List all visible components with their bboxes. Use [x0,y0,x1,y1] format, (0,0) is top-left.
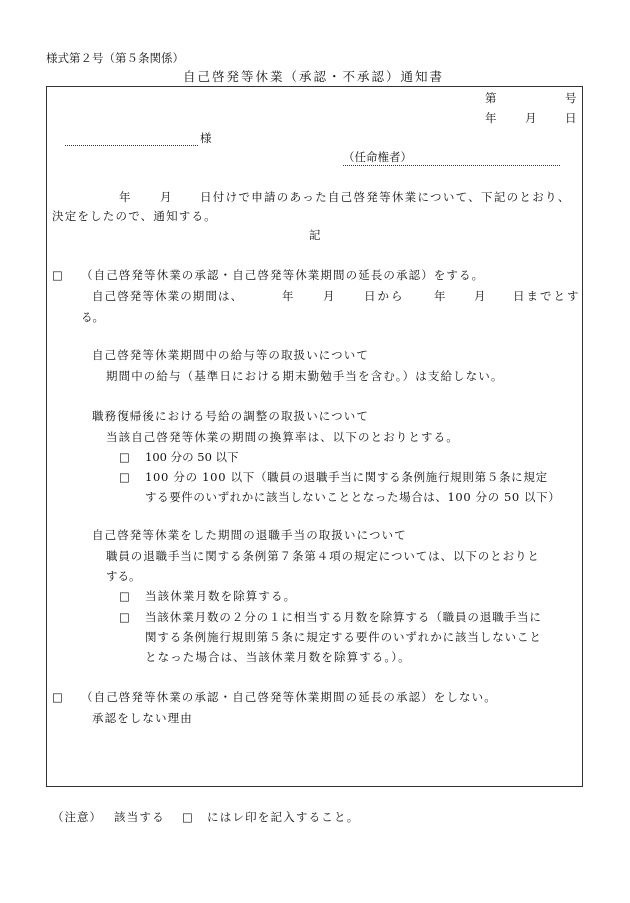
note-checkbox: □ [182,810,193,824]
retire-opt2-line3: となった場合は、当該休業月数を除算する。）。 [145,650,411,664]
retire-opt1-text: 当該休業月数を除算する。 [145,589,297,603]
retire-opt2-line1: 当該休業月数の２分の１に相当する月数を除算する（職員の退職手当に [145,610,542,624]
date-month: 月 [525,111,537,125]
ki-heading: 記 [309,228,321,242]
period-year-end: 年 [434,289,446,303]
intro-year: 年 [119,190,131,204]
adjust-opt1-text: 100 分の 50 以下 [145,450,239,464]
adjust-opt1-checkbox[interactable]: □ [119,450,130,464]
salary-heading: 自己啓発等休業期間中の給与等の取扱いについて [92,348,369,362]
recipient-name-field[interactable] [65,145,198,146]
document-title: 自己啓発等休業（承認・不承認）通知書 [183,69,445,84]
appointer-label: （任命権者） [343,150,412,164]
retire-text-line1: 職員の退職手当に関する条例第７条第４項の規定については、以下のとおりと [106,549,540,563]
note-label: （注意） [52,810,102,824]
intro-month: 月 [160,190,172,204]
period-month-start: 月 [323,289,335,303]
retire-heading: 自己啓発等休業をした期間の退職手当の取扱いについて [92,528,407,542]
intro-line1: 日付けで申請のあった自己啓発等休業について、下記のとおり、 [200,190,571,204]
form-number: 様式第２号（第５条関係） [46,51,184,65]
salary-text: 期間中の給与（基準日における期末勤勉手当を含む。）は支給しない。 [106,369,504,383]
doc-number-dai: 第 [485,91,497,105]
period-label: 自己啓発等休業の期間は、 [92,289,244,303]
period-day-end: 日までとす [513,289,581,303]
retire-opt1-checkbox[interactable]: □ [119,589,130,603]
doc-number-go: 号 [565,91,577,105]
period-month-end: 月 [474,289,486,303]
date-year: 年 [485,111,497,125]
period-year-start: 年 [282,289,294,303]
period-end: る。 [81,310,104,324]
retire-opt2-checkbox[interactable]: □ [119,610,130,624]
adjust-opt2-line2: する要件のいずれかに該当しないこととなった場合は、100 分の 50 以下） [145,490,561,504]
note-text-after: にはレ印を記入すること。 [207,810,360,824]
appointer-field[interactable] [343,165,560,166]
adjust-opt2-line1: 100 分の 100 以下（職員の退職手当に関する条例施行規則第５条に規定 [145,470,548,484]
deny-checkbox[interactable]: □ [52,690,63,704]
adjust-text: 当該自己啓発等休業の期間の換算率は、以下のとおりとする。 [106,430,459,444]
adjust-opt2-checkbox[interactable]: □ [119,470,130,484]
adjust-heading: 職務復帰後における号給の調整の取扱いについて [92,409,369,423]
deny-heading: （自己啓発等休業の承認・自己啓発等休業期間の延長の承認）をしない。 [81,690,497,704]
approve-checkbox[interactable]: □ [52,268,63,282]
deny-reason-label: 承認をしない理由 [92,711,193,725]
retire-opt2-line2: 関する条例施行規則第５条に規定する要件のいずれかに該当しないこと [145,630,542,644]
recipient-suffix: 様 [200,131,212,145]
approve-heading: （自己啓発等休業の承認・自己啓発等休業期間の延長の承認）をする。 [81,268,485,282]
period-day-start: 日から [364,289,405,303]
note-text-before: 該当する [114,810,165,824]
date-day: 日 [565,111,577,125]
intro-line2: 決定をしたので、通知する。 [52,209,217,223]
retire-text-line2: する。 [106,569,141,583]
